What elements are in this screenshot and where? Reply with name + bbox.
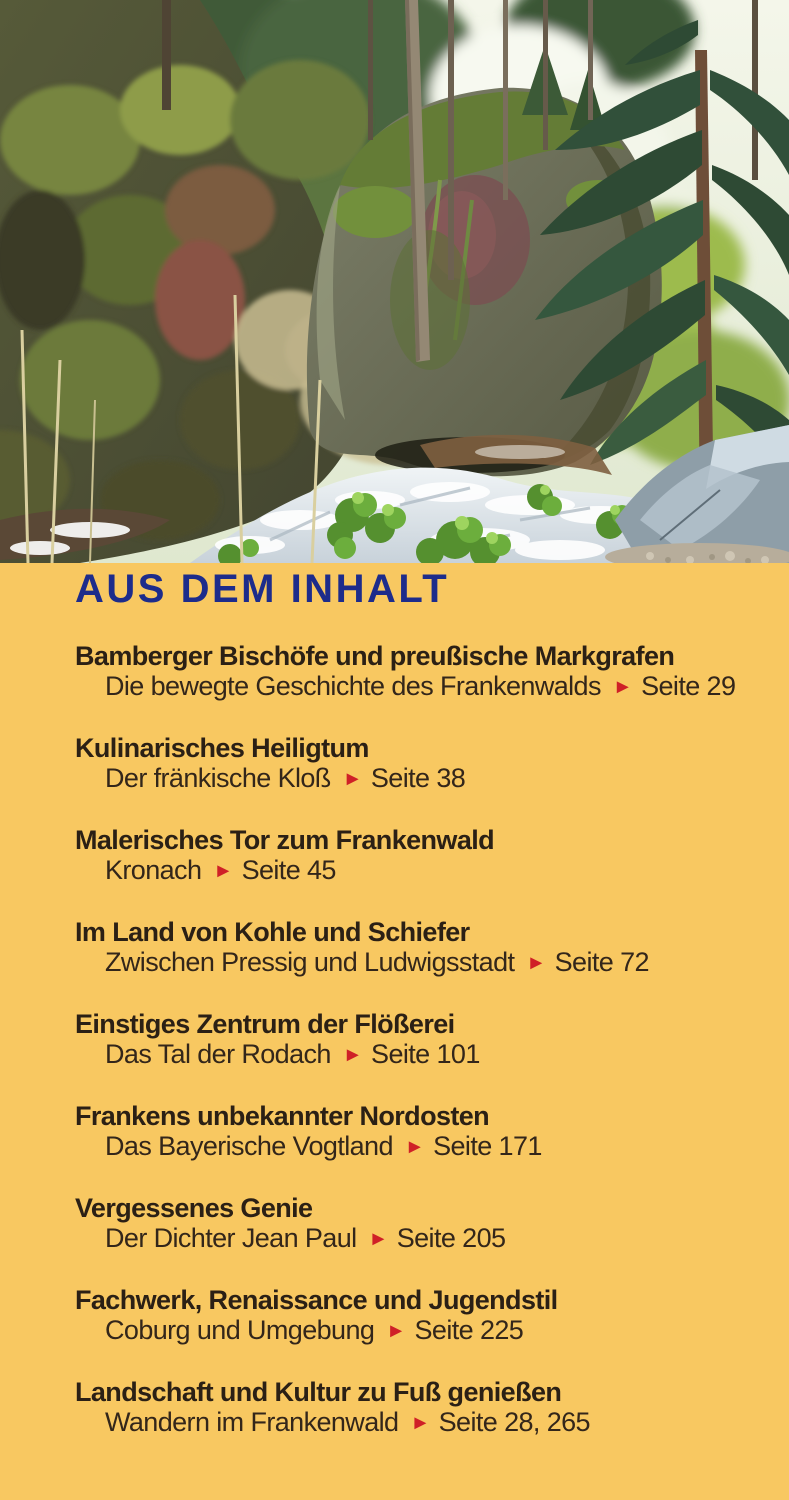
toc-entry-page: Seite 225 xyxy=(414,1315,524,1345)
toc-entry-subtitle-text: Der Dichter Jean Paul xyxy=(105,1223,357,1253)
toc-entry-subtitle xyxy=(75,1039,759,1072)
toc-entry-subtitle-text: Das Bayerische Vogtland xyxy=(105,1131,393,1161)
arrow-icon: ► xyxy=(386,1320,406,1342)
toc-entry-subtitle xyxy=(75,855,759,888)
toc-entry-subtitle-text: Coburg und Umgebung xyxy=(105,1315,375,1345)
toc-entry xyxy=(75,1009,759,1072)
toc-entry-subtitle xyxy=(75,1223,759,1256)
toc-entry-subtitle xyxy=(75,1407,759,1440)
toc-entry-title: Landschaft und Kultur zu Fuß genießen xyxy=(75,1377,562,1407)
arrow-icon: ► xyxy=(368,1228,388,1250)
contents-section xyxy=(0,563,789,1440)
arrow-icon: ► xyxy=(404,1136,425,1158)
toc-entry-page: Seite 38 xyxy=(370,763,466,793)
toc-entry-subtitle-text: Der fränkische Kloß xyxy=(105,763,331,793)
toc-entry xyxy=(75,1285,759,1348)
toc-entry-subtitle-text: Das Tal der Rodach xyxy=(105,1039,331,1069)
toc-entry xyxy=(75,1377,759,1440)
toc-entry-title: Fachwerk, Renaissance und Jugendstil xyxy=(75,1285,558,1315)
toc-entry xyxy=(75,917,759,980)
arrow-icon: ► xyxy=(410,1412,430,1434)
nature-photo-illustration xyxy=(0,0,789,563)
toc-entry-subtitle-text: Kronach xyxy=(105,855,202,885)
toc-entry-page: Seite 101 xyxy=(371,1039,480,1069)
toc-entry xyxy=(75,1101,759,1164)
toc-entry-title: Vergessenes Genie xyxy=(75,1193,313,1223)
arrow-icon: ► xyxy=(342,768,362,790)
toc-entry-subtitle-text: Zwischen Pressig und Ludwigsstadt xyxy=(105,947,515,977)
toc-entry-page: Seite 45 xyxy=(241,855,336,885)
toc-entry xyxy=(75,1193,759,1256)
toc-list xyxy=(75,641,759,1440)
cover-photo xyxy=(0,0,789,563)
arrow-icon: ► xyxy=(342,1044,363,1066)
toc-entry-subtitle xyxy=(75,1131,759,1164)
toc-entry-subtitle xyxy=(75,1315,759,1348)
arrow-icon: ► xyxy=(213,860,233,882)
toc-entry-subtitle xyxy=(75,671,759,704)
toc-entry-title: Kulinarisches Heiligtum xyxy=(75,733,369,763)
toc-entry xyxy=(75,825,759,888)
toc-entry xyxy=(75,641,759,704)
arrow-icon: ► xyxy=(526,952,546,974)
toc-entry-page: Seite 72 xyxy=(554,947,649,977)
arrow-icon: ► xyxy=(612,676,633,698)
toc-entry-page: Seite 28, 265 xyxy=(438,1407,590,1437)
toc-entry-title: Bamberger Bischöfe und preußische Markgrafen xyxy=(75,641,675,671)
toc-entry-subtitle-text: Wandern im Frankenwald xyxy=(105,1407,399,1437)
toc-entry-subtitle-text: Die bewegte Geschichte des Frankenwalds xyxy=(105,671,601,701)
toc-entry-page: Seite 171 xyxy=(433,1131,542,1161)
toc-entry-page: Seite 29 xyxy=(641,671,736,701)
toc-entry-title: Einstiges Zentrum der Flößerei xyxy=(75,1009,455,1039)
toc-entry-subtitle xyxy=(75,947,759,980)
toc-entry-title: Malerisches Tor zum Frankenwald xyxy=(75,825,495,855)
toc-entry-title: Im Land von Kohle und Schiefer xyxy=(75,917,470,947)
toc-entry-title: Frankens unbekannter Nordosten xyxy=(75,1101,490,1131)
page-title: AUS DEM INHALT xyxy=(75,567,450,611)
toc-entry-subtitle xyxy=(75,763,759,796)
toc-entry-page: Seite 205 xyxy=(396,1223,506,1253)
toc-entry xyxy=(75,733,759,796)
